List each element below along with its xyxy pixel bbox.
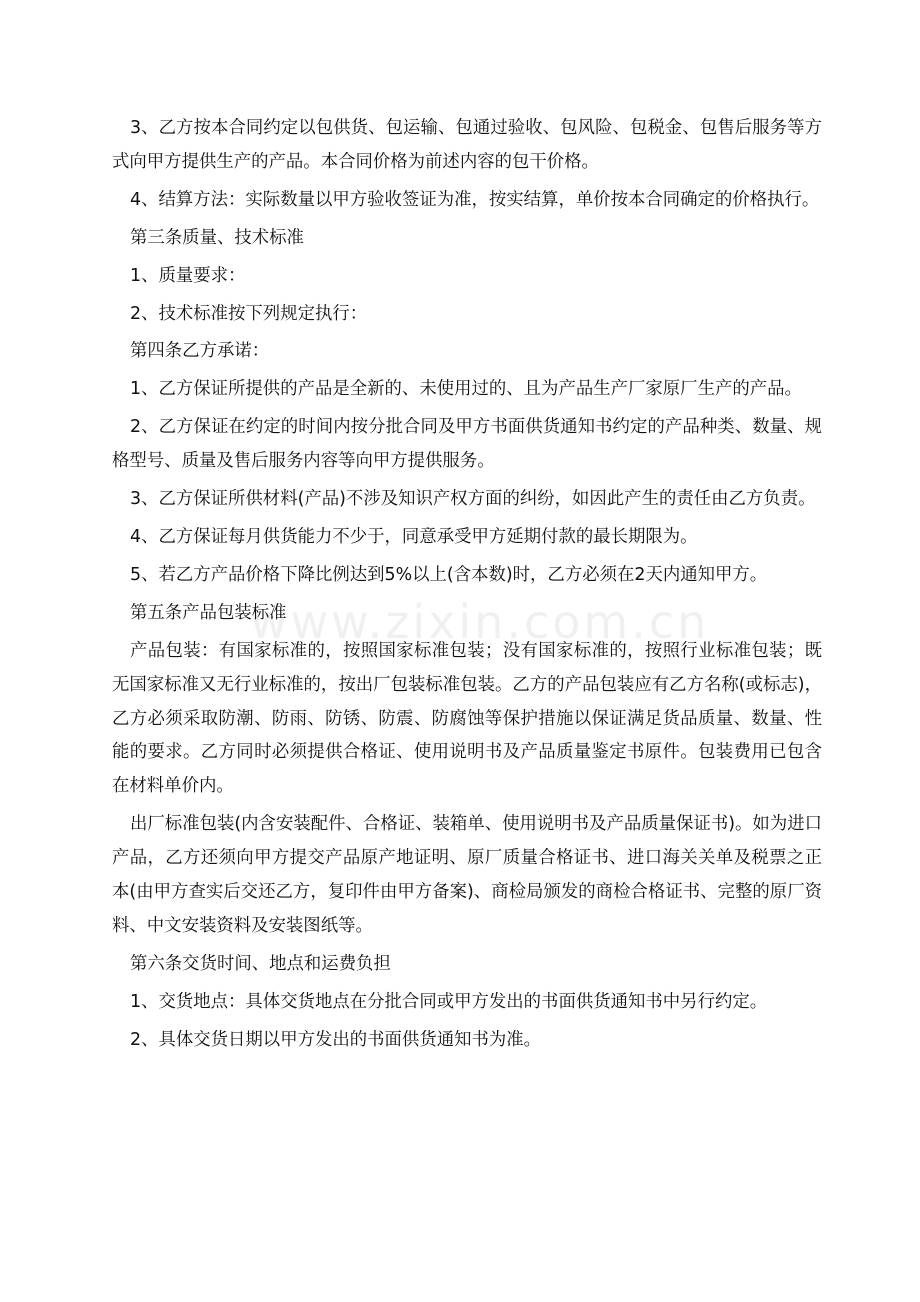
section-heading: 第六条交货时间、地点和运费负担: [130, 953, 391, 974]
section-heading: 第三条质量、技术标准: [130, 227, 304, 248]
clause-paragraph: 5、若乙方产品价格下降比例达到5%以上(含本数)时，乙方必须在2天内通知甲方。: [130, 564, 768, 585]
clause-paragraph: 3、乙方按本合同约定以包供货、包运输、包通过验收、包风险、包税金、包售后服务等方式向甲方提供生产的产品。本合同价格为前述内容的包干价格。: [112, 118, 822, 172]
clause-paragraph: 1、交货地点：具体交货地点在分批合同或甲方发出的书面供货通知书中另行约定。: [130, 991, 768, 1012]
clause-paragraph: 4、乙方保证每月供货能力不少于，同意承受甲方延期付款的最长期限为。: [130, 526, 698, 547]
section-heading: 第四条乙方承诺：: [130, 341, 270, 362]
clause-paragraph: 3、乙方保证所供材料(产品)不涉及知识产权方面的纠纷，如因此产生的责任由乙方负责。: [130, 489, 816, 510]
clause-paragraph: 4、结算方法：实际数量以甲方验收签证为准，按实结算，单价按本合同确定的价格执行。: [130, 189, 820, 210]
clause-paragraph: 1、乙方保证所提供的产品是全新的、未使用过的、且为产品生产厂家原厂生产的产品。: [130, 379, 802, 400]
clause-paragraph: 2、具体交货日期以甲方发出的书面供货通知书为准。: [130, 1029, 542, 1050]
document-body: [112, 112, 822, 1062]
clause-paragraph: 产品包装：有国家标准的，按照国家标准包装；没有国家标准的，按照行业标准包装；既无国家标准又无行业标准的，按出厂包装标准包装。乙方的产品包装应有乙方名称(或标志)，乙方必须采取防潮、防雨、防锈、防震、防腐蚀等保护措施以保证满足货品质量、数量、性能的要求。乙方同时必须提供合格证、使用说明书及产品质量鉴定书原件。包装费用已包含在材料单价内。: [112, 640, 822, 797]
clause-paragraph: 2、技术标准按下列规定执行：: [130, 303, 368, 324]
watermark: www.zixin.com.cn: [250, 595, 710, 649]
clause-paragraph: 出厂标准包装(内含安装配件、合格证、装箱单、使用说明书及产品质量保证书)。如为进口产品，乙方还须向甲方提交产品原产地证明、原厂质量合格证书、进口海关关单及税票之正本(由甲方查实后交还乙方，复印件由甲方备案)、商检局颁发的商检合格证书、完整的原厂资料、中文安装资料及安装图纸等。: [112, 814, 822, 936]
clause-paragraph: 1、质量要求：: [130, 265, 246, 286]
clause-paragraph: 2、乙方保证在约定的时间内按分批合同及甲方书面供货通知书约定的产品种类、数量、规格型号、质量及售后服务内容等向甲方提供服务。: [112, 417, 822, 472]
section-heading: 第五条产品包装标准: [130, 602, 287, 623]
